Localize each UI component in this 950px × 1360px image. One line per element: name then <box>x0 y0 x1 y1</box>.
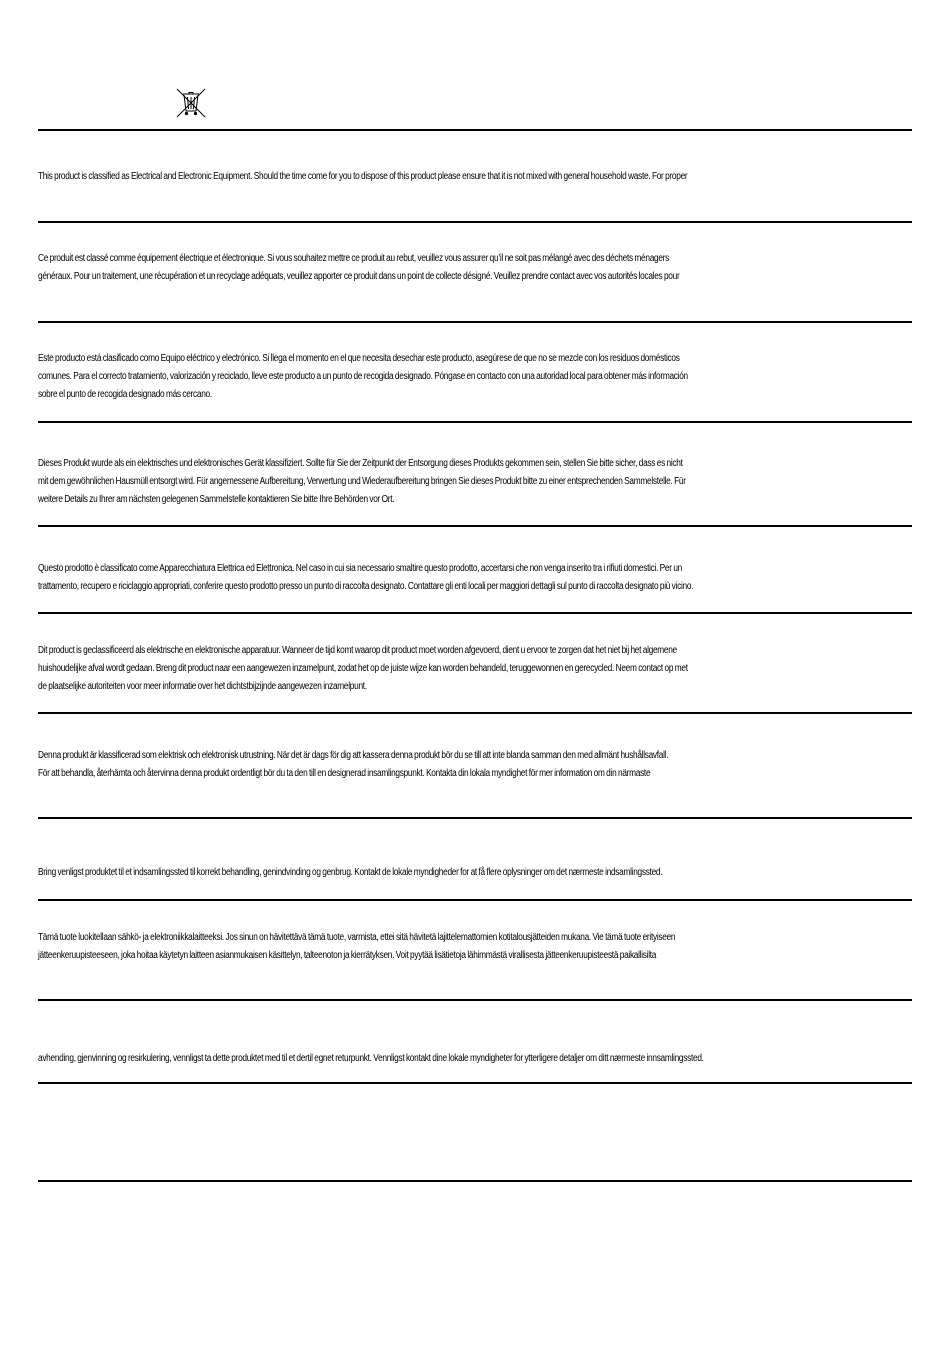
paragraph-english: This product is classified as Electrical and Electronic Equipment. Should the time come for you to dispose of this product please ensure that it is not mixed with general household waste. For proper <box>38 171 688 182</box>
paragraph-swedish: Denna produkt är klassificerad som elektrisk och elektronisk utrustning. När det är dags för dig att kassera denna produkt bör du se till att inte blanda samman den med allmänt hushållsavfall. För att behandla, återhämta och återvinna denna produkt ordentligt bör du ta den till en designerad insamlingspunkt. Kontakta din lokala myndighet för mer information om din närmaste <box>38 750 669 779</box>
crossed-out-wheelie-bin-icon <box>174 86 208 120</box>
paragraph-italian: Questo prodotto è classificato come Apparecchiatura Elettrica ed Elettronica. Nel caso in cui sia necessario smaltire questo prodotto, accertarsi che non venga inserito tra i rifiuti domestici. Per un trattamento, recupero e riciclaggio appropriati, conferire questo prodotto presso un punto di raccolta designato. Contattare gli enti locali per maggiori dettagli sul punto di raccolta designato più vicino. <box>38 563 694 592</box>
divider <box>38 129 912 131</box>
paragraph-danish: Bring venligst produktet til et indsamlingssted til korrekt behandling, genindvinding og genbrug. Kontakt de lokale myndigheder for at få flere oplysninger om det nærmeste indsamlingssted. <box>38 867 663 878</box>
divider <box>38 999 912 1001</box>
paragraph-french: Ce produit est classé comme équipement électrique et électronique. Si vous souhaitez mettre ce produit au rebut, veuillez vous assurer qu’il ne soit pas mélangé avec des déchets ménagers généraux. Pour un traitement, une récupération et un recyclage adéquats, veuillez apporter ce produit dans un point de collecte désigné. Veuillez prendre contact avec vos autorités locales pour <box>38 253 680 282</box>
divider <box>38 321 912 323</box>
paragraph-spanish: Este producto está clasificado como Equipo eléctrico y electrónico. Si llega el momento en el que necesita desechar este producto, asegúrese de que no se mezcle con los residuos domésticos comunes. Para el correcto tratamiento, valorización y reciclado, lleve este producto a un punto de recogida designado. Póngase en contacto con una autoridad local para obtener más información sobre el punto de recogida designado más cercano. <box>38 353 688 400</box>
divider <box>38 421 912 423</box>
divider <box>38 899 912 901</box>
divider <box>38 1082 912 1084</box>
paragraph-dutch: Dit product is geclassificeerd als elektrische en elektronische apparatuur. Wanneer de tijd komt waarop dit product moet worden afgevoerd, dient u ervoor te zorgen dat het niet bij het algemene huishoudelijke afval wordt gedaan. Breng dit product naar een aangewezen inzamelpunt, zodat het op de juiste wijze kan worden behandeld, teruggewonnen en gerecycled. Neem contact op met de plaatselijke autoriteiten voor meer informatie over het dichtstbijzijnde aangewezen inzamelpunt. <box>38 645 688 692</box>
divider <box>38 1180 912 1182</box>
paragraph-german: Dieses Produkt wurde als ein elektrisches und elektronisches Gerät klassifiziert. Sollte für Sie der Zeitpunkt der Entsorgung dieses Produkts gekommen sein, stellen Sie bitte sicher, dass es nicht mit dem gewöhnlichen Hausmüll entsorgt wird. Für angemessene Aufbereitung, Verwertung und Wiederaufbereitung bringen Sie dieses Produkt bitte zu einer entsprechenden Sammelstelle. Für weitere Details zu Ihrer am nächsten gelegenen Sammelstelle kontaktieren Sie bitte Ihre Behörden vor Ort. <box>38 458 686 505</box>
divider <box>38 221 912 223</box>
divider <box>38 817 912 819</box>
divider <box>38 612 912 614</box>
divider <box>38 525 912 527</box>
divider <box>38 712 912 714</box>
paragraph-finnish: Tämä tuote luokitellaan sähkö- ja elektroniikkalaitteeksi. Jos sinun on hävitettävä tämä tuote, varmista, ettei sitä hävitetä lajittelemattomien kotitalousjätteiden mukana. Vie tämä tuote erityiseen jätteenkeruupisteeseen, joka hoitaa käytetyn laitteen asianmukaisen käsittelyn, talteenoton ja kierrätyksen. Voit pyytää lisätietoja lähimmästä virallisesta jätteenkeruupisteestä paikallisilta <box>38 932 676 961</box>
paragraph-norwegian: avhending, gjenvinning og resirkulering, vennligst ta dette produktet med til et dertil egnet returpunkt. Vennligst kontakt dine lokale myndigheter for ytterligere detaljer om ditt nærmeste innsamlingssted. <box>38 1053 704 1064</box>
